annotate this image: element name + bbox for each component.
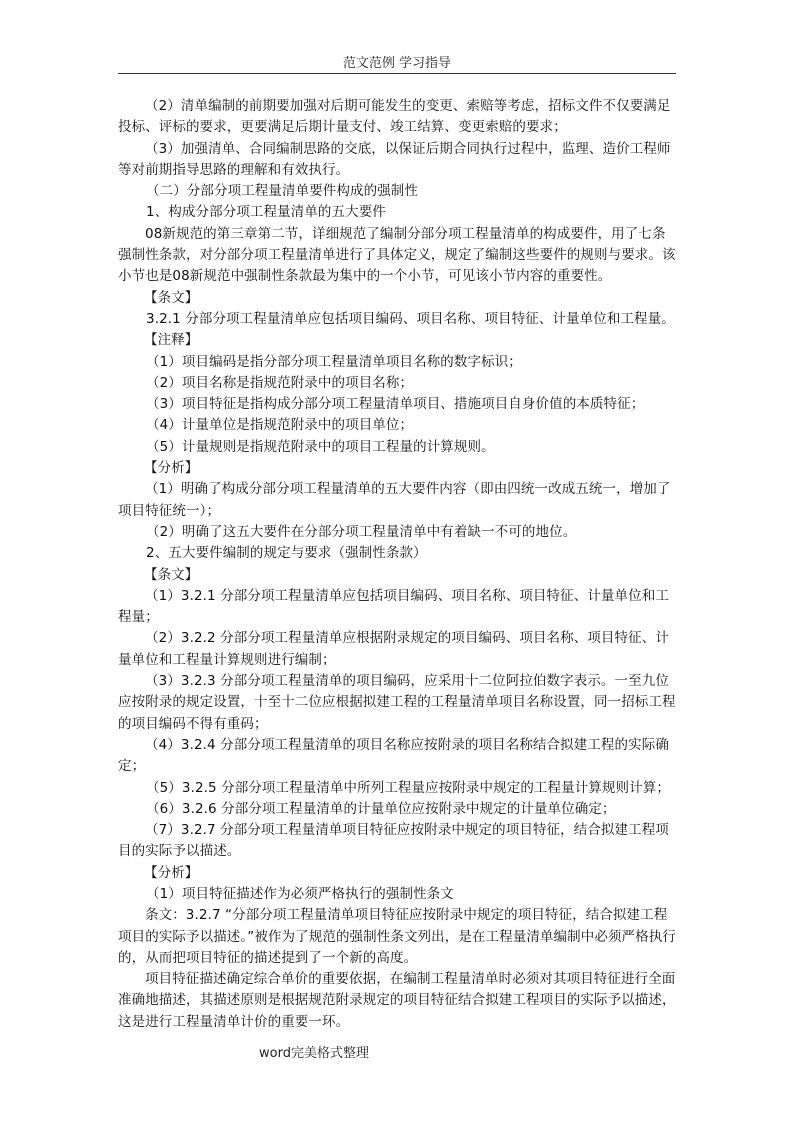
document-body <box>118 96 678 1033</box>
list-item: （2）项目名称是指规范附录中的项目名称； <box>146 374 414 391</box>
list-item: （4）3.2.4 分部分项工程量清单的项目名称应按附录的项目名称结合拟建工程的实际确定； <box>118 736 669 775</box>
list-item: （7）3.2.7 分部分项工程量清单项目特征应按附录中规定的项目特征，结合拟建工程项目的实际予以描述。 <box>118 822 669 860</box>
page-header <box>118 52 676 71</box>
list-item: （3）项目特征是指构成分部分项工程量清单项目、措施项目自身价值的本质特征； <box>146 396 645 413</box>
paragraph: 项目特征描述确定综合单价的重要依据，在编制工程量清单时必须对其项目特征进行全面准确地描述，其描述原则是根据规范附录规定的项目特征结合拟建工程项目的实际予以描述，这是进行工程量清单计价的重要一环。 <box>118 971 676 1030</box>
list-item: （2）明确了这五大要件在分部分项工程量清单中有着缺一不可的地位。 <box>146 523 577 540</box>
list-item: （1）明确了构成分部分项工程量清单的五大要件内容（即由四统一改成五统一，增加了项目特征统一）； <box>118 481 671 519</box>
subsection-heading: 1、构成分部分项工程量清单的五大要件 <box>146 204 386 221</box>
list-item: （5）计量规则是指规范附录中的项目工程量的计算规则。 <box>146 438 495 455</box>
label-tiaowen: 【条文】 <box>144 289 199 306</box>
list-item: （6）3.2.6 分部分项工程量清单的计量单位应按附录中规定的计量单位确定； <box>146 800 616 817</box>
header-rule <box>118 73 676 74</box>
label-fenxi: 【分析】 <box>144 460 199 477</box>
header-text: 范文范例 学习指导 <box>342 56 452 71</box>
paragraph: 3.2.1 分部分项工程量清单应包括项目编码、项目名称、项目特征、计量单位和工程量。 <box>146 310 675 327</box>
list-item: （1）项目编码是指分部分项工程量清单项目名称的数字标识； <box>146 353 522 370</box>
list-item: （4）计量单位是指规范附录中的项目单位； <box>146 417 414 434</box>
list-item: （1）项目特征描述作为必须严格执行的强制性条文 <box>146 885 454 902</box>
label-tiaowen: 【条文】 <box>144 566 199 583</box>
list-item: （2）3.2.2 分部分项工程量清单应根据附录规定的项目编码、项目名称、项目特征、计量单位和工程量计算规则进行编制； <box>118 630 669 668</box>
footer-text: word完美格式整理 <box>259 1046 369 1061</box>
paragraph: 条文：3.2.7 “分部分项工程量清单项目特征应按附录中规定的项目特征，结合拟建工程项目的实际予以描述。”被作为了规范的强制性条文列出，是在工程量清单编制中必须严格执行的，从而把项目特征的描述提到了一个新的高度。 <box>118 907 676 966</box>
list-item: （1）3.2.1 分部分项工程量清单应包括项目编码、项目名称、项目特征、计量单位和工程量； <box>118 587 669 626</box>
page-footer <box>0 1042 628 1061</box>
paragraph: （2）清单编制的前期要加强对后期可能发生的变更、索赔等考虑，招标文件不仅要满足投标、评标的要求，更要满足后期计量支付、竣工结算、变更索赔的要求； <box>118 98 671 136</box>
label-zhushi: 【注释】 <box>144 332 199 349</box>
subsection-heading: 2、五大要件编制的规定与要求（强制性条款） <box>146 545 427 562</box>
paragraph: 08新规范的第三章第二节，详细规范了编制分部分项工程量清单的构成要件，用了七条强制性条款，对分部分项工程量清单进行了具体定义，规定了编制这些要件的规则与要求。该小节也是08新规范中强制性条款最为集中的一个小节，可见该小节内容的重要性。 <box>118 225 676 285</box>
list-item: （3）3.2.3 分部分项工程量清单的项目编码，应采用十二位阿拉伯数字表示。一至九位应按附录的规定设置，十至十二位应根据拟建工程的工程量清单项目名称设置，同一招标工程的项目编码不得有重码； <box>118 673 676 732</box>
paragraph: （3）加强清单、合同编制思路的交底，以保证后期合同执行过程中，监理、造价工程师等对前期指导思路的理解和有效执行。 <box>118 140 671 178</box>
label-fenxi: 【分析】 <box>144 864 199 881</box>
section-heading: （二）分部分项工程量清单要件构成的强制性 <box>146 183 418 200</box>
list-item: （5）3.2.5 分部分项工程量清单中所列工程量应按附录中规定的工程量计算规则计算； <box>146 779 670 796</box>
